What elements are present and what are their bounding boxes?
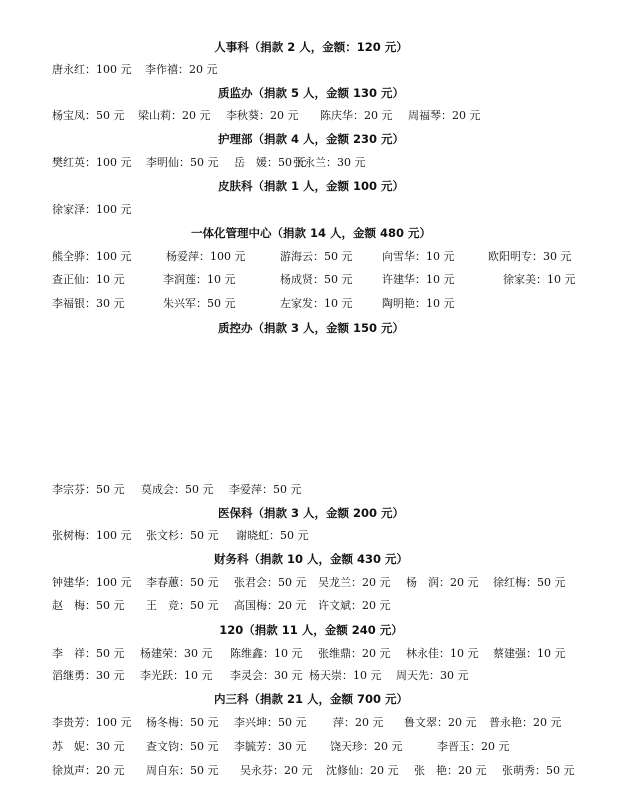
donor-entry: 林永佳：10 元 <box>406 647 479 660</box>
donor-entry: 查正仙：10 元 <box>52 273 125 286</box>
section-heading: 皮肤科（捐款 1 人，金额 100 元） <box>217 179 405 193</box>
donor-entry: 张 艳：20 元 <box>414 764 487 777</box>
donor-entry: 杨天崇：10 元 <box>309 669 382 682</box>
donor-entry: 滔继勇：30 元 <box>52 669 125 682</box>
donor-entry: 李毓芳：30 元 <box>234 740 307 753</box>
donor-entry: 陈庆华：20 元 <box>320 109 393 122</box>
section-heading: 医保科（捐款 3 人，金额 200 元） <box>217 506 405 520</box>
donor-entry: 钟建华：100 元 <box>52 576 132 589</box>
donor-entry: 苏 妮：30 元 <box>52 740 125 753</box>
section-heading: 护理部（捐款 4 人，金额 230 元） <box>217 132 405 146</box>
donor-entry: 樊红英：100 元 <box>52 156 132 169</box>
donor-entry: 李晋玉：20 元 <box>437 740 510 753</box>
donor-entry: 徐岚声：20 元 <box>52 764 125 777</box>
donor-entry: 李宗芬：50 元 <box>52 483 125 496</box>
donor-entry: 李爱萍：50 元 <box>229 483 302 496</box>
donor-entry: 李光跃：10 元 <box>140 669 213 682</box>
donor-entry: 陈维鑫：10 元 <box>230 647 303 660</box>
donor-entry: 蔡建强：10 元 <box>493 647 566 660</box>
donor-entry: 张永兰：30 元 <box>293 156 366 169</box>
donor-entry: 李春蕙：50 元 <box>146 576 219 589</box>
donor-entry: 向雪华：10 元 <box>382 250 455 263</box>
donor-entry: 李灵会：30 元 <box>230 669 303 682</box>
donor-entry: 莫成会：50 元 <box>141 483 214 496</box>
section-heading: 120（捐款 11 人，金额 240 元） <box>219 623 403 637</box>
donor-entry: 张树梅：100 元 <box>52 529 132 542</box>
donor-entry: 张文杉：50 元 <box>146 529 219 542</box>
donor-entry: 徐家美：10 元 <box>503 273 576 286</box>
donor-entry: 徐家泽：100 元 <box>52 203 132 216</box>
donor-entry: 周自东：50 元 <box>146 764 219 777</box>
donor-entry: 张萌秀：50 元 <box>502 764 575 777</box>
donor-entry: 张维鼎：20 元 <box>318 647 391 660</box>
donor-entry: 周福琴：20 元 <box>408 109 481 122</box>
donor-entry: 查文钧：50 元 <box>146 740 219 753</box>
donor-entry: 欧阳明专：30 元 <box>488 250 572 263</box>
donor-entry: 萍：20 元 <box>333 716 384 729</box>
donor-entry: 吴龙兰：20 元 <box>318 576 391 589</box>
section-heading: 质监办（捐款 5 人，金额 130 元） <box>217 86 405 100</box>
donor-entry: 杨成贤：50 元 <box>280 273 353 286</box>
donor-entry: 杨 润：20 元 <box>406 576 479 589</box>
section-heading: 人事科（捐款 2 人，金额：120 元） <box>214 40 408 54</box>
donor-entry: 徐红梅：50 元 <box>493 576 566 589</box>
donor-entry: 李明仙：50 元 <box>146 156 219 169</box>
donor-entry: 普永艳：20 元 <box>489 716 562 729</box>
donor-entry: 张君会：50 元 <box>234 576 307 589</box>
donor-entry: 饶天珍：20 元 <box>330 740 403 753</box>
section-heading: 质控办（捐款 3 人，金额 150 元） <box>217 321 405 335</box>
donor-entry: 梁山莉：20 元 <box>138 109 211 122</box>
section-heading: 一体化管理中心（捐款 14 人，金额 480 元） <box>190 226 432 240</box>
donor-entry: 李秋葵：20 元 <box>226 109 299 122</box>
donor-entry: 李 祥：50 元 <box>52 647 125 660</box>
donor-entry: 熊全骅：100 元 <box>52 250 132 263</box>
donor-entry: 杨爱萍：100 元 <box>166 250 246 263</box>
donor-entry: 杨冬梅：50 元 <box>146 716 219 729</box>
donor-entry: 李作禧：20 元 <box>145 63 218 76</box>
donor-entry: 周天先：30 元 <box>396 669 469 682</box>
donor-entry: 陶明艳：10 元 <box>382 297 455 310</box>
donor-entry: 许文斌：20 元 <box>318 599 391 612</box>
donor-entry: 朱兴军：50 元 <box>163 297 236 310</box>
donor-entry: 李润莲：10 元 <box>163 273 236 286</box>
donor-entry: 李福银：30 元 <box>52 297 125 310</box>
donor-entry: 李兴坤：50 元 <box>234 716 307 729</box>
donor-entry: 杨宝凤：50 元 <box>52 109 125 122</box>
donor-entry: 王 竞：50 元 <box>146 599 219 612</box>
donor-entry: 谢晓虹：50 元 <box>236 529 309 542</box>
donor-entry: 许建华：10 元 <box>382 273 455 286</box>
section-heading: 财务科（捐款 10 人，金额 430 元） <box>213 552 409 566</box>
donor-entry: 左家发：10 元 <box>280 297 353 310</box>
donor-entry: 杨建荣：30 元 <box>140 647 213 660</box>
donor-entry: 鲁文翠：20 元 <box>404 716 477 729</box>
donor-entry: 李贵芳：100 元 <box>52 716 132 729</box>
donor-entry: 吴永芬：20 元 <box>240 764 313 777</box>
donor-entry: 唐永红：100 元 <box>52 63 132 76</box>
section-heading: 内三科（捐款 21 人，金额 700 元） <box>213 692 409 706</box>
donor-entry: 沈修仙：20 元 <box>326 764 399 777</box>
donor-entry: 游海云：50 元 <box>280 250 353 263</box>
donor-entry: 岳 媛：50 元 <box>234 156 307 169</box>
donor-entry: 高国梅：20 元 <box>234 599 307 612</box>
donor-entry: 赵 梅：50 元 <box>52 599 125 612</box>
